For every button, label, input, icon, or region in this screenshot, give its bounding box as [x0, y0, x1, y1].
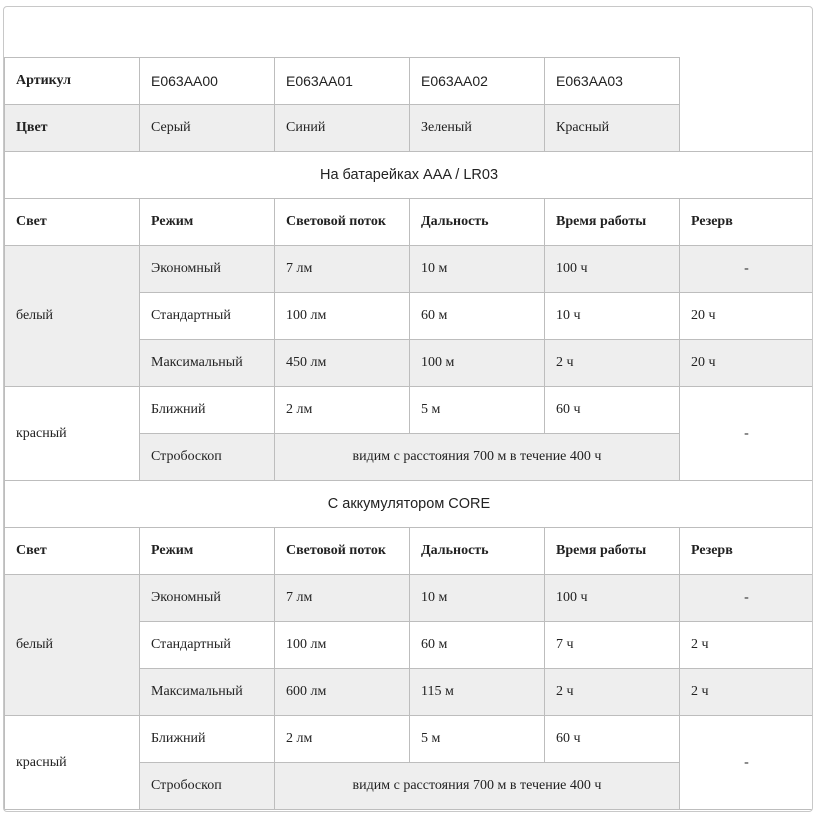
article-row — [5, 58, 814, 105]
range-cell: 60 м — [410, 293, 545, 340]
time-cell: 10 ч — [545, 293, 680, 340]
mode-cell: Стробоскоп — [140, 434, 275, 481]
time-cell: 2 ч — [545, 669, 680, 716]
mode-cell: Стандартный — [140, 622, 275, 669]
flux-cell: 7 лм — [275, 246, 410, 293]
section-title-row — [5, 481, 814, 528]
article-code: E063AA02 — [410, 58, 545, 105]
reserve-cell: - — [680, 387, 814, 481]
range-cell: 5 м — [410, 716, 545, 763]
reserve-cell: - — [680, 575, 814, 622]
light-type-cell: белый — [5, 575, 140, 716]
column-header: Световой поток — [275, 199, 410, 246]
spec-panel — [3, 6, 813, 812]
mode-cell: Стробоскоп — [140, 763, 275, 810]
column-header: Время работы — [545, 199, 680, 246]
column-header: Режим — [140, 199, 275, 246]
mode-cell: Экономный — [140, 575, 275, 622]
flux-cell: 2 лм — [275, 387, 410, 434]
flux-cell: 450 лм — [275, 340, 410, 387]
range-cell: 5 м — [410, 387, 545, 434]
time-cell: 100 ч — [545, 246, 680, 293]
flux-cell: 600 лм — [275, 669, 410, 716]
light-type-cell: красный — [5, 387, 140, 481]
column-header: Резерв — [680, 528, 814, 575]
light-type-cell: красный — [5, 716, 140, 810]
empty-cell — [680, 105, 814, 152]
flux-cell: 7 лм — [275, 575, 410, 622]
time-cell: 100 ч — [545, 575, 680, 622]
article-code: E063AA00 — [140, 58, 275, 105]
color-value: Синий — [275, 105, 410, 152]
column-header-row — [5, 528, 814, 575]
range-cell: 60 м — [410, 622, 545, 669]
reserve-cell: 2 ч — [680, 669, 814, 716]
reserve-cell: - — [680, 246, 814, 293]
reserve-cell: 20 ч — [680, 293, 814, 340]
article-code: E063AA01 — [275, 58, 410, 105]
mode-cell: Ближний — [140, 387, 275, 434]
range-cell: 100 м — [410, 340, 545, 387]
column-header: Дальность — [410, 528, 545, 575]
column-header: Время работы — [545, 528, 680, 575]
time-cell: 2 ч — [545, 340, 680, 387]
mode-cell: Ближний — [140, 716, 275, 763]
reserve-cell: - — [680, 716, 814, 810]
table-row — [5, 387, 814, 434]
flux-cell: 100 лм — [275, 293, 410, 340]
table-row — [5, 716, 814, 763]
time-cell: 60 ч — [545, 387, 680, 434]
column-header-row — [5, 199, 814, 246]
light-type-cell: белый — [5, 246, 140, 387]
table-row — [5, 246, 814, 293]
section-title: С аккумулятором CORE — [5, 481, 814, 528]
mode-cell: Максимальный — [140, 340, 275, 387]
strobe-note: видим с расстояния 700 м в течение 400 ч — [275, 763, 680, 810]
table-row — [5, 575, 814, 622]
flux-cell: 100 лм — [275, 622, 410, 669]
column-header: Свет — [5, 199, 140, 246]
article-label: Артикул — [5, 58, 140, 105]
color-label: Цвет — [5, 105, 140, 152]
color-value: Серый — [140, 105, 275, 152]
color-value: Красный — [545, 105, 680, 152]
article-code: E063AA03 — [545, 58, 680, 105]
time-cell: 60 ч — [545, 716, 680, 763]
section-title: На батарейках AAA / LR03 — [5, 152, 814, 199]
mode-cell: Экономный — [140, 246, 275, 293]
mode-cell: Стандартный — [140, 293, 275, 340]
flux-cell: 2 лм — [275, 716, 410, 763]
strobe-note: видим с расстояния 700 м в течение 400 ч — [275, 434, 680, 481]
reserve-cell: 2 ч — [680, 622, 814, 669]
range-cell: 10 м — [410, 575, 545, 622]
range-cell: 115 м — [410, 669, 545, 716]
column-header: Свет — [5, 528, 140, 575]
column-header: Дальность — [410, 199, 545, 246]
column-header: Резерв — [680, 199, 814, 246]
column-header: Режим — [140, 528, 275, 575]
range-cell: 10 м — [410, 246, 545, 293]
color-row — [5, 105, 814, 152]
empty-cell — [680, 58, 814, 105]
color-value: Зеленый — [410, 105, 545, 152]
column-header: Световой поток — [275, 528, 410, 575]
spec-table — [4, 57, 813, 810]
reserve-cell: 20 ч — [680, 340, 814, 387]
mode-cell: Максимальный — [140, 669, 275, 716]
time-cell: 7 ч — [545, 622, 680, 669]
section-title-row — [5, 152, 814, 199]
